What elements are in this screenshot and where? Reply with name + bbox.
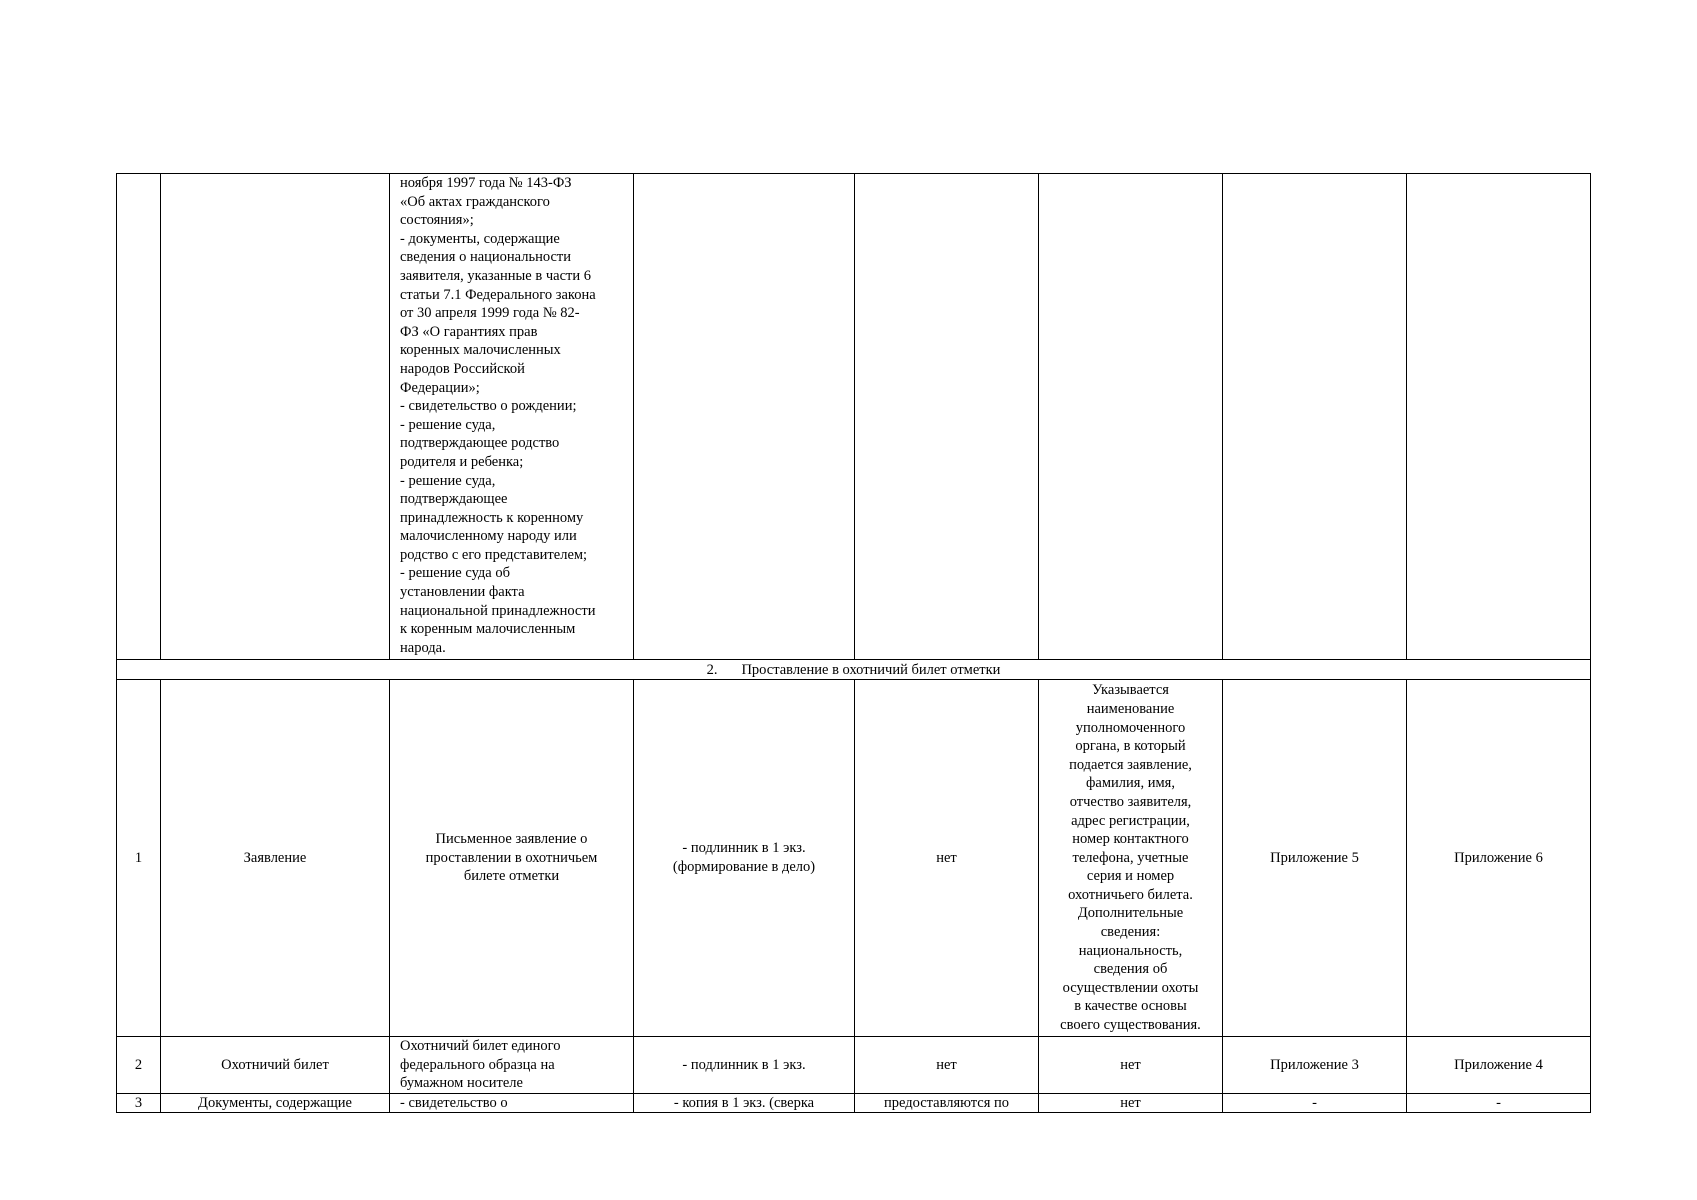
text-line: уполномоченного (1075, 719, 1186, 736)
cell-form (1223, 174, 1407, 660)
cell-name: Заявление (161, 680, 390, 1037)
cell-name: Документы, содержащие (161, 1093, 390, 1112)
text-line: фамилия, имя, (1086, 775, 1175, 792)
text-line: наименование (1086, 700, 1175, 717)
cell-requirements: нет (1039, 1037, 1223, 1094)
text-line: подтверждающее (400, 491, 508, 508)
text-line: родство с его представителем; (400, 546, 588, 563)
text-line: ноября 1997 года № 143-ФЗ (400, 175, 572, 191)
text-line: - подлинник в 1 экз. (682, 840, 806, 857)
text-line: - документы, содержащие (400, 230, 560, 247)
cell-copies: - копия в 1 экз. (сверка (634, 1093, 855, 1112)
section-heading-row (117, 660, 1591, 680)
text-line: осуществлении охоты (1062, 979, 1199, 996)
text-line: (формирование в дело) (672, 859, 816, 875)
text-line: телефона, учетные (1072, 849, 1189, 866)
section-number: 2. (706, 661, 718, 678)
text-line: бумажном носителе (400, 1075, 523, 1092)
cell-requirements (1039, 174, 1223, 660)
text-line: национальность, (1078, 942, 1183, 959)
text-line: федерального образца на (400, 1056, 555, 1073)
text-line: подтверждающее родство (400, 435, 560, 452)
text-line: ФЗ «О гарантиях прав (400, 323, 538, 340)
cell-condition: нет (855, 1037, 1039, 1094)
text-line: Указывается (1092, 682, 1169, 699)
text-line: народа. (400, 639, 446, 656)
text-line: - решение суда, (400, 416, 496, 433)
text-line: органа, в который (1075, 738, 1186, 755)
cell-documents-list (390, 680, 634, 1037)
text-line: сведения: (1100, 924, 1161, 941)
text-line: народов Российской (400, 360, 525, 377)
text-line: охотничьего билета. (1068, 886, 1193, 903)
text-line: заявителя, указанные в части 6 (400, 267, 591, 284)
section-heading (117, 660, 1591, 680)
cell-name (161, 174, 390, 660)
cell-sample: Приложение 6 (1407, 680, 1591, 1037)
text-line: Охотничий билет единого (400, 1038, 561, 1054)
text-line: установлении факта (400, 584, 525, 601)
cell-num (117, 174, 161, 660)
documents-table (116, 173, 1591, 1113)
text-line: проставлении в охотничьем (425, 849, 598, 866)
text-line: национальной принадлежности (400, 602, 596, 619)
cell-copies (634, 1037, 855, 1094)
text-line: малочисленному народу или (400, 528, 577, 545)
table-row (117, 1037, 1591, 1094)
cell-condition: предоставляются по (855, 1093, 1039, 1112)
text-line: сведения об (1093, 961, 1168, 978)
cell-sample: - (1407, 1093, 1591, 1112)
text-line: статьи 7.1 Федерального закона (400, 286, 596, 303)
cell-num: 1 (117, 680, 161, 1037)
text-line: билете отметки (463, 868, 560, 885)
text-line: Дополнительные (1077, 905, 1184, 922)
text-line: подается заявление, (1069, 756, 1192, 773)
table-row (117, 1093, 1591, 1112)
text-line: - решение суда, (400, 472, 496, 489)
text-line: родителя и ребенка; (400, 453, 524, 470)
table-row (117, 680, 1591, 1037)
cell-requirements: нет (1039, 1093, 1223, 1112)
cell-documents-list: - свидетельство о (390, 1093, 634, 1112)
text-line: - подлинник в 1 экз. (682, 1056, 806, 1073)
text-line: - решение суда об (400, 565, 510, 582)
text-line: «Об актах гражданского (400, 193, 550, 210)
text-line: своего существования. (1060, 1017, 1201, 1034)
text-line: - свидетельство о рождении; (400, 398, 577, 415)
text-line: серия и номер (1086, 868, 1175, 885)
section-title: Проставление в охотничий билет отметки (741, 661, 1001, 678)
cell-documents-list (390, 1037, 634, 1094)
text-line: состояния»; (400, 212, 474, 229)
cell-name: Охотничий билет (161, 1037, 390, 1094)
cell-copies (634, 174, 855, 660)
text-line: отчество заявителя, (1069, 793, 1192, 810)
text-line: Письменное заявление о (435, 831, 588, 848)
text-line: в качестве основы (1074, 998, 1187, 1015)
cell-num: 3 (117, 1093, 161, 1112)
cell-condition (855, 174, 1039, 660)
text-line: от 30 апреля 1999 года № 82- (400, 305, 580, 322)
text-line: принадлежность к коренному (400, 509, 584, 526)
cell-copies (634, 680, 855, 1037)
cell-num: 2 (117, 1037, 161, 1094)
cell-condition: нет (855, 680, 1039, 1037)
cell-sample: Приложение 4 (1407, 1037, 1591, 1094)
text-line: сведения о национальности (400, 249, 571, 266)
text-line: адрес регистрации, (1071, 812, 1190, 829)
text-line: номер контактного (1072, 831, 1189, 848)
cell-form: Приложение 5 (1223, 680, 1407, 1037)
table-row-continued (117, 174, 1591, 660)
cell-form: Приложение 3 (1223, 1037, 1407, 1094)
cell-form: - (1223, 1093, 1407, 1112)
cell-sample (1407, 174, 1591, 660)
text-line: коренных малочисленных (400, 342, 561, 359)
cell-documents-list (390, 174, 634, 660)
text-line: Федерации»; (400, 379, 480, 396)
cell-requirements (1039, 680, 1223, 1037)
text-line: к коренным малочисленным (400, 621, 576, 638)
